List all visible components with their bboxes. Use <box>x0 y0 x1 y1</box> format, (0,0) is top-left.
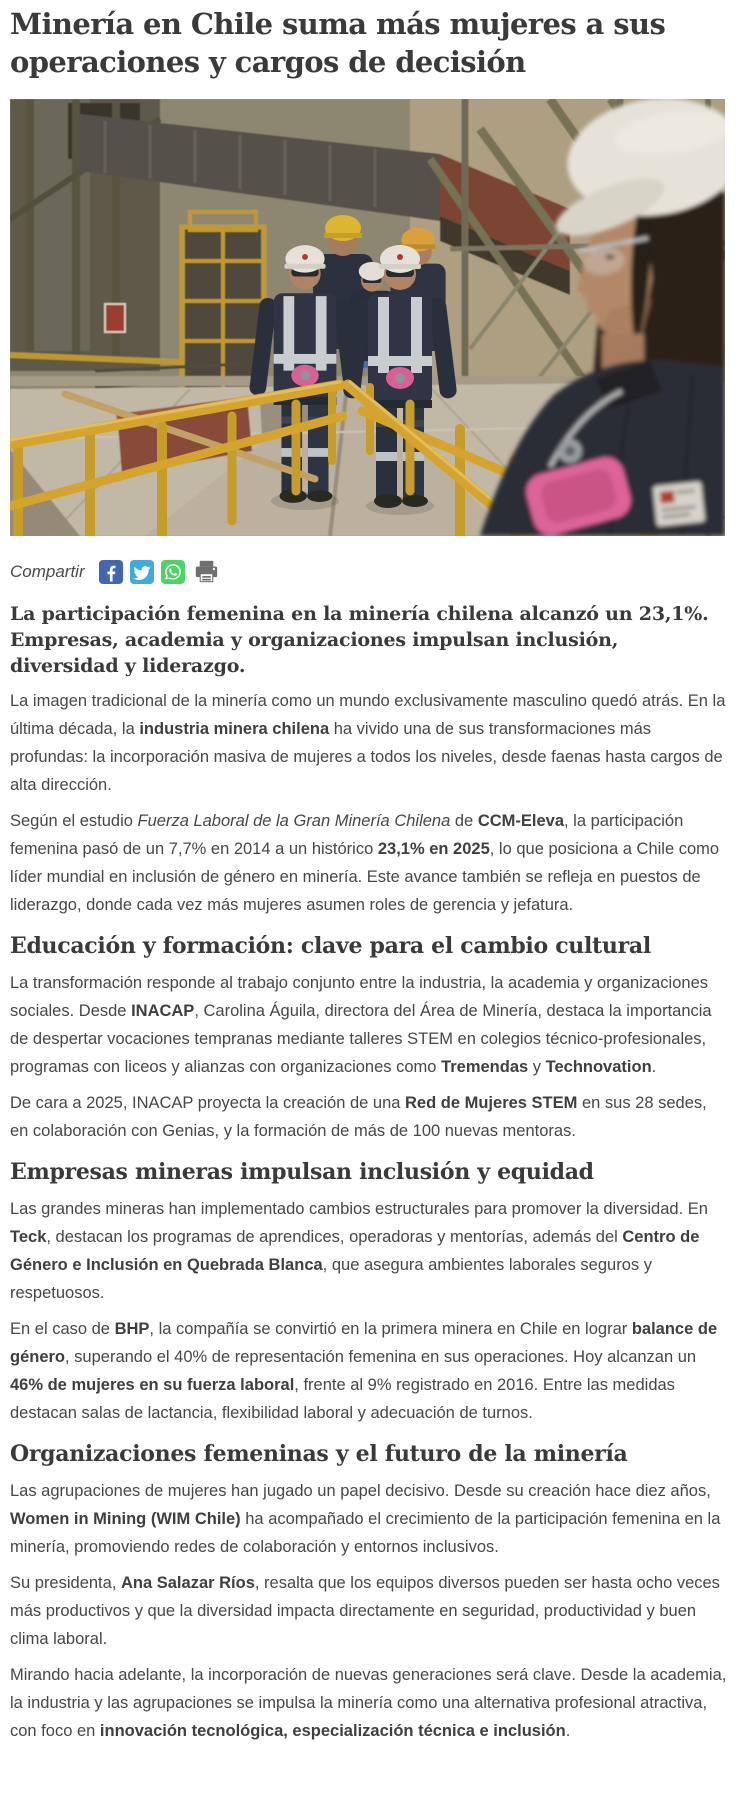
facebook-icon <box>99 560 123 584</box>
article-paragraph: Las grandes mineras han implementado cambios estructurales para promover la diversidad. En Teck, destacan los programas de aprendices, operadoras y mentorías, además del Centro de Género e Inclusión en Quebrada Blanca, que asegura ambientes laborales seguros y respetuosos. <box>10 1200 708 1302</box>
article-paragraph: Según el estudio Fuerza Laboral de la Gran Minería Chilena de CCM-Eleva, la participación femenina pasó de un 7,7% en 2014 a un histórico 23,1% en 2025, lo que posiciona a Chile como líder mundial en inclusión de género en minería. Este avance también se refleja en puestos de liderazgo, donde cada vez más mujeres asumen roles de gerencia y jefatura. <box>10 812 720 914</box>
article-paragraph: De cara a 2025, INACAP proyecta la creación de una Red de Mujeres STEM en sus 28 sedes, en colaboración con Genias, y la formación de más de 100 nuevas mentoras. <box>10 1094 707 1140</box>
mine-scene-illustration <box>10 99 725 536</box>
article-paragraph: Las agrupaciones de mujeres han jugado un papel decisivo. Desde su creación hace diez años, Women in Mining (WIM Chile) ha acompañado el crecimiento de la participación femenina en la minería, promoviendo redes de colaboración y entornos inclusivos. <box>10 1482 721 1556</box>
article-body <box>10 601 728 1745</box>
printer-icon <box>192 558 221 585</box>
article-paragraph: La transformación responde al trabajo conjunto entre la industria, la academia y organizaciones sociales. Desde INACAP, Carolina Águila, directora del Área de Minería, destaca la importancia de despertar vocaciones tempranas mediante talleres STEM en colegios técnico-profesionales, programas con liceos y alianzas con organizaciones como Tremendas y Technovation. <box>10 974 712 1076</box>
section-heading: Educación y formación: clave para el cambio cultural <box>10 933 651 959</box>
article-paragraph: En el caso de BHP, la compañía se convirtió en la primera minera en Chile en lograr balance de género, superando el 40% de representación femenina en sus operaciones. Hoy alcanzan un 46% de mujeres en su fuerza laboral, frente al 9% registrado en 2016. Entre las medidas destacan salas de lactancia, flexibilidad laboral y adecuación de turnos. <box>10 1320 718 1422</box>
share-print-button[interactable] <box>192 558 221 585</box>
article-lead: La participación femenina en la minería chilena alcanzó un 23,1%. Empresas, academia y organizaciones impulsan inclusión, diversidad y liderazgo. <box>10 603 709 677</box>
hero-image <box>10 99 725 536</box>
whatsapp-icon <box>161 560 185 584</box>
share-twitter-button[interactable] <box>130 560 154 584</box>
twitter-icon <box>130 560 154 584</box>
share-row <box>10 558 728 585</box>
share-facebook-button[interactable] <box>99 560 123 584</box>
article-page <box>0 5 738 1745</box>
share-whatsapp-button[interactable] <box>161 560 185 584</box>
section-heading: Organizaciones femeninas y el futuro de la minería <box>10 1441 628 1467</box>
article-paragraph: Mirando hacia adelante, la incorporación de nuevas generaciones será clave. Desde la academia, la industria y las agrupaciones se impulsa la minería como una alternativa profesional atractiva, con foco en innovación tecnológica, especialización técnica e inclusión. <box>10 1666 727 1740</box>
article-paragraph: Su presidenta, Ana Salazar Ríos, resalta que los equipos diversos pueden ser hasta ocho veces más productivos y que la diversidad impacta directamente en seguridad, productividad y buen clima laboral. <box>10 1574 720 1648</box>
section-heading: Empresas mineras impulsan inclusión y equidad <box>10 1159 594 1185</box>
page-title: Minería en Chile suma más mujeres a sus operaciones y cargos de decisión <box>10 7 666 79</box>
article-paragraph: La imagen tradicional de la minería como un mundo exclusivamente masculino quedó atrás. En la última década, la industria minera chilena ha vivido una de sus transformaciones más profundas: la incorporación masiva de mujeres a todos los niveles, desde faenas hasta cargos de alta dirección. <box>10 692 726 794</box>
share-label: Compartir <box>10 561 85 581</box>
